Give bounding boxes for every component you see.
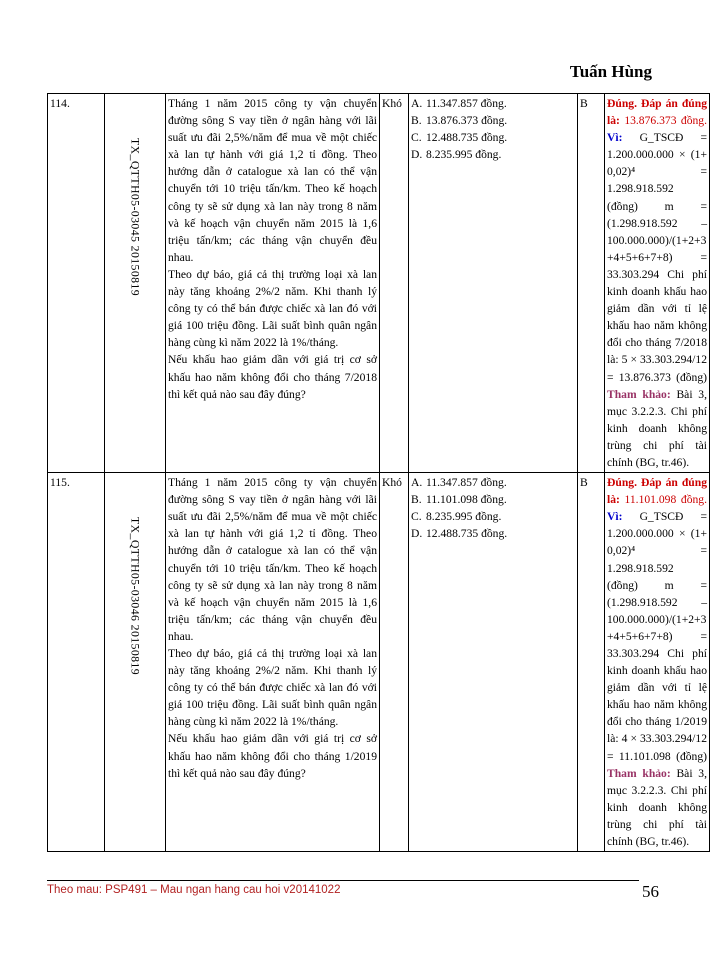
- solution-label: Vì:: [607, 510, 623, 524]
- question-code: TX_QTTH05-03046 20150819: [128, 517, 143, 676]
- question-code-cell: [105, 473, 166, 852]
- question-number: 114.: [48, 94, 105, 473]
- option-d: D. 12.488.735 đồng.: [411, 527, 508, 541]
- correct-value: 11.101.098: [624, 493, 677, 507]
- answer-options: [409, 473, 578, 852]
- answer-key: B: [578, 473, 605, 852]
- question-text: [166, 94, 380, 473]
- question-text: [166, 473, 380, 852]
- option-c: C. 12.488.735 đồng.: [411, 131, 508, 145]
- correct-unit: đồng.: [680, 114, 707, 128]
- question-table: [47, 93, 710, 852]
- option-b: B. 13.876.373 đồng.: [411, 114, 508, 128]
- option-c: C. 8.235.995 đồng.: [411, 510, 502, 524]
- option-b: B. 11.101.098 đồng.: [411, 493, 507, 507]
- question-code: TX_QTTH05-03045 20150819: [128, 138, 143, 297]
- solution-label: Vì:: [607, 131, 623, 145]
- author-name: Tuấn Hùng: [569, 62, 652, 81]
- correct-unit: đồng.: [680, 493, 707, 507]
- reference-text: Bài 3, mục 3.2.2.3. Chi phí kinh doanh không trùng chi phí tài chính (BG, tr.46).: [607, 387, 707, 469]
- solution-text: G_TSCĐ = 1.200.000.000 × (1+ 0,02)⁴ = 1.298.918.592 (đồng) m = (1.298.918.592 – 100.000.000)/(1+2+3+4+5+6+7+8) = 33.303.294 Chi phí kinh doanh khấu hao giảm dần với tỉ lệ khấu hao năm không đổi cho tháng 7/2018 là: 5 × 33.303.294/12 = 13.876.373 (đồng): [607, 131, 707, 384]
- answer-key: B: [578, 94, 605, 473]
- difficulty-level: Khó: [380, 473, 409, 852]
- correct-label: Đúng. Đáp án đúng là:: [607, 97, 707, 128]
- correct-value: 13.876.373: [624, 114, 677, 128]
- question-paragraph: Theo dự báo, giá cả thị trường loại xà lan này tăng khoảng 2%/2 năm. Khi thanh lý công ty có thể bán được chiếc xà lan đó với giá 100 triệu đồng. Lãi suất bình quân ngân hàng cùng kì năm 2022 là 1%/tháng.: [168, 647, 377, 729]
- solution-text: G_TSCĐ = 1.200.000.000 × (1+ 0,02)⁴ = 1.298.918.592 (đồng) m = (1.298.918.592 – 100.000.000)/(1+2+3+4+5+6+7+8) = 33.303.294 Chi phí kinh doanh khấu hao giảm dần với tỉ lệ khấu hao năm không đổi cho tháng 1/2019 là: 4 × 33.303.294/12 = 11.101.098 (đồng): [607, 510, 707, 763]
- explanation: [605, 94, 710, 473]
- table-row: [48, 473, 710, 852]
- question-paragraph: Nếu khấu hao giảm dần với giá trị cơ sở khấu hao năm không đổi cho tháng 7/2018 thì kết quả nào sau đây đúng?: [168, 353, 377, 401]
- reference-label: Tham khảo:: [607, 766, 671, 780]
- option-a: A. 11.347.857 đồng.: [411, 476, 507, 490]
- page-number: 56: [642, 882, 659, 901]
- question-code-cell: [105, 94, 166, 473]
- question-number: 115.: [48, 473, 105, 852]
- footer-template-note: Theo mau: PSP491 – Mau ngan hang cau hoi v20141022: [47, 884, 341, 896]
- option-d: D. 8.235.995 đồng.: [411, 148, 502, 162]
- question-paragraph: Tháng 1 năm 2015 công ty vận chuyển đường sông S vay tiền ở ngân hàng với lãi suất ưu đãi 2,5%/năm để mua về một chiếc xà lan tự hành với giá 1,2 tỉ đồng. Theo hướng dẫn ở catalogue xà lan có thể vận chuyển tới 10 triệu tấn/km. Theo kế hoạch công ty sẽ sử dụng xà lan này trong 8 năm và kế hoạch vận chuyển năm 2015 là 1,6 triệu tấn/km; các tháng vận chuyển đều nhau.: [168, 97, 377, 264]
- reference-text: Bài 3, mục 3.2.2.3. Chi phí kinh doanh không trùng chi phí tài chính (BG, tr.46).: [607, 766, 707, 849]
- explanation: [605, 473, 710, 852]
- answer-options: [409, 94, 578, 473]
- reference-label: Tham khảo:: [607, 387, 671, 401]
- question-paragraph: Theo dự báo, giá cả thị trường loại xà lan này tăng khoảng 2%/2 năm. Khi thanh lý công ty có thể bán được chiếc xà lan đó với giá 100 triệu đồng. Lãi suất bình quân ngân hàng cùng kì năm 2022 là 1%/tháng.: [168, 267, 377, 350]
- question-paragraph: Nếu khấu hao giảm dần với giá trị cơ sở khấu hao năm không đổi cho tháng 1/2019 thì kết quả nào sau đây đúng?: [168, 732, 377, 780]
- correct-label: Đúng. Đáp án đúng là:: [607, 476, 707, 507]
- difficulty-level: Khó: [380, 94, 409, 473]
- option-a: A. 11.347.857 đồng.: [411, 97, 507, 110]
- table-row: [48, 94, 710, 473]
- question-paragraph: Tháng 1 năm 2015 công ty vận chuyển đường sông S vay tiền ở ngân hàng với lãi suất ưu đãi 2,5%/năm để mua về một chiếc xà lan tự hành với giá 1,2 tỉ đồng. Theo hướng dẫn ở catalogue xà lan có thể vận chuyển tới 10 triệu tấn/km. Theo kế hoạch công ty sẽ sử dụng xà lan này trong 8 năm và kế hoạch vận chuyển năm 2015 là 1,6 triệu tấn/km; các tháng vận chuyển đều nhau.: [168, 476, 377, 643]
- footer-divider: [47, 880, 639, 881]
